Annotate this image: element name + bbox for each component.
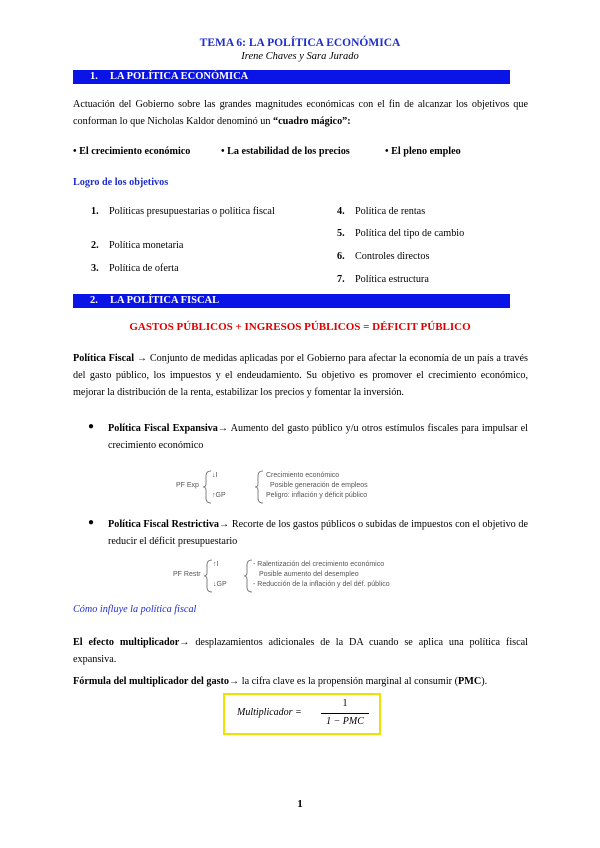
pmc-term: PMC [457,676,482,687]
list-text: Política estructura [355,274,429,285]
section-1-number: 1. [90,71,98,82]
list-number: 7. [337,274,345,285]
list-item [91,205,283,231]
policy-list-right [337,205,517,295]
list-number: 5. [337,228,345,239]
list-text: Política del tipo de cambio [355,228,465,239]
schema-arrow-tax: ↓I [212,472,218,479]
schema-effect: Crecimiento económico [266,472,340,479]
schema-effect: Posible aumento del desempleo [259,571,359,578]
section-1-heading-bar [73,70,510,84]
schema-arrow-tax: ↑I [213,561,219,568]
como-influye-heading: Cómo influye la política fiscal [73,604,197,615]
multiplier-formula-box [223,693,381,735]
expansiva-schema [176,470,396,504]
schema-effect: - Ralentización del crecimiento económico [253,561,385,568]
schema-effect: Posible generación de empleos [270,482,368,489]
formula-paragraph [73,673,528,690]
restrictiva-text-block [108,516,528,550]
formula-term: Fórmula del multiplicador del gasto [73,676,230,687]
list-text: Controles directos [355,251,430,262]
formula-numerator: 1 [342,698,348,709]
policy-list-left [91,205,283,305]
definition-term: Política Fiscal [73,353,135,364]
deficit-equation: GASTOS PÚBLICOS + INGRESOS PÚBLICOS = DÉFICIT PÚBLICO [129,321,471,333]
goal-price-stability: • La estabilidad de los precios [221,146,350,157]
section-1-heading: LA POLÍTICA ECONÓMICA [110,71,249,82]
formula-text-end: ). [481,676,488,687]
brace-icon [202,470,212,504]
bullet-dot: ● [88,421,95,432]
schema-arrow-spending: ↓GP [213,581,227,588]
bullet-dot: ● [88,517,95,528]
list-number: 1. [91,206,99,217]
schema-effect: - Reducción de la inflación y del déf. público [253,581,390,588]
restrictiva-text: → Recorte de los gastos públicos o subidas de impuestos con el objetivo de reducir el déficit presupuestario [108,519,528,547]
formula-text: → la cifra clave es la propensión marginal al consumir ( [229,676,458,687]
expansiva-bullet [0,420,600,460]
restrictiva-schema [173,559,413,593]
section-1-intro [73,96,528,130]
intro-text: Actuación del Gobierno sobre las grandes magnitudes económicas con el fin de alcanzar los objetivos que conforman lo que Nicholas Kaldor denominó un [73,99,528,127]
schema-arrow-spending: ↑GP [212,492,226,499]
goal-full-employment: • El pleno empleo [385,146,461,157]
fiscal-policy-definition [73,350,528,401]
multiplicador-term: El efecto multiplicador [73,637,180,648]
list-number: 3. [91,263,99,274]
formula-denominator: 1 − PMC [326,716,364,727]
expansiva-text: → Aumento del gasto público y/u otros estímulos fiscales para impulsar el crecimiento económico [108,423,529,451]
list-text: Políticas presupuestarias o política fiscal [109,206,275,217]
logro-heading: Logro de los objetivos [73,177,169,188]
formula-lhs: Multiplicador = [237,707,302,718]
expansiva-term: Política Fiscal Expansiva [108,423,218,434]
list-number: 2. [91,240,99,251]
section-2-heading-bar [73,294,510,308]
multiplicador-text: → desplazamientos adicionales de la DA cuando se aplica una política fiscal expansiva. [73,637,528,665]
document-title: TEMA 6: LA POLÍTICA ECONÓMICA [199,37,401,49]
section-2-number: 2. [90,295,98,306]
list-number: 6. [337,251,345,262]
brace-icon [254,470,264,504]
list-number: 4. [337,206,345,217]
schema-label: PF Exp [176,482,199,489]
restrictiva-term: Política Fiscal Restrictiva [108,519,220,530]
section-2-heading: LA POLÍTICA FISCAL [110,295,220,306]
goal-growth: • El crecimiento económico [73,146,191,157]
restrictiva-bullet [0,516,600,556]
brace-icon [203,559,213,593]
schema-effect: Peligro: inflación y déficit público [266,492,368,499]
brace-icon [243,559,253,593]
multiplicador-paragraph [73,634,528,668]
fraction-bar [321,713,369,714]
definition-text: → Conjunto de medidas aplicadas por el Gobierno para afectar la economía de un país a través del gasto público, los impuestos y el endeudamiento. Su objetivo es promover el crecimiento económico, mejorar la distribución de la renta, estabilizar los precios y fomentar la inversión. [73,353,529,398]
expansiva-text-block [108,420,528,454]
page-number: 1 [297,798,303,810]
list-text: Política monetaria [109,240,184,251]
cuadro-magico: “cuadro mágico” [273,116,348,127]
list-text: Política de rentas [355,206,426,217]
list-text: Política de oferta [109,263,179,274]
intro-colon: : [347,116,351,127]
schema-label: PF Restr [173,571,201,578]
document-authors: Irene Chaves y Sara Jurado [241,51,359,62]
